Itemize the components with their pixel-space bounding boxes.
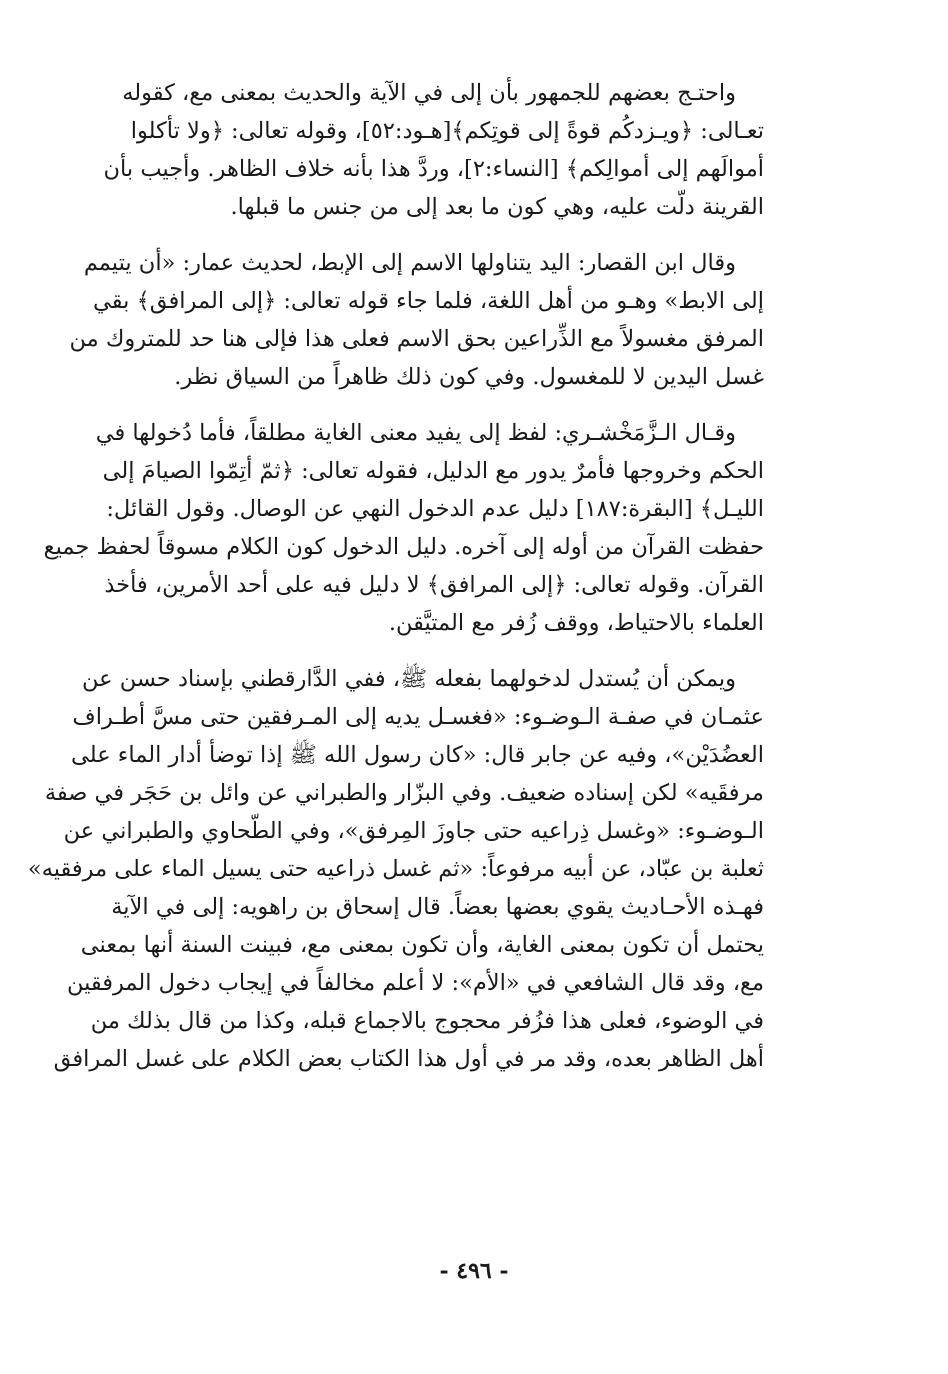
text-line: وقـال الـزَّمَخْشـري: لفظ إلى يفيد معنى الغاية مطلقاً، فأما دُخولها في	[95, 420, 736, 446]
paragraph-1	[103, 74, 764, 226]
text-line: الليـل﴾ [البقرة:١٨٧] دليل عدم الدخول النهي عن الوصال. وقول القائل:	[106, 496, 764, 522]
text-line: الحكم وخروجها فأمرٌ يدور مع الدليل، فقوله تعالى: ﴿ثمّ أتِمّوا الصيامَ إلى	[102, 458, 764, 484]
text-line: إلى الابط» وهـو من أهل اللغة، فلما جاء قوله تعالى: ﴿إلى المرافق﴾ بقي	[93, 288, 764, 314]
text-line: الـوضـوء: «وغسل ذِراعيه حتى جاوزَ المِرفق»، وفي الطّحاوي والطبراني عن	[63, 818, 764, 844]
text-line: ويمكن أن يُستدل لدخولهما بفعله ﷺ، ففي الدَّارقطني بإسناد حسن عن	[82, 666, 736, 692]
text-line: العلماء بالاحتياط، ووقف زُفر مع المتيَّقن.	[388, 610, 764, 636]
text-line: القرآن. وقوله تعالى: ﴿إلى المرافق﴾ لا دليل فيه على أحد الأمرين، فأخذ	[104, 572, 764, 598]
page-number-label: - ٤٩٦ -	[439, 1258, 509, 1284]
page-body	[27, 74, 764, 1078]
text-line: العضُدَيْن»، وفيه عن جابر قال: «كان رسول الله ﷺ إذا توضأ أدار الماء على	[71, 742, 764, 768]
text-line: غسل اليدين لا للمغسول. وفي كون ذلك ظاهراً من السياق نظر.	[174, 364, 764, 390]
text-line: ثعلبة بن عبّاد، عن أبيه مرفوعاً: «ثم غسل ذراعيه حتى يسيل الماء على مرفقيه»	[27, 856, 764, 882]
paragraph-2	[69, 244, 764, 396]
text-line: عثمـان في صفـة الـوضـوء: «فغسـل يديه إلى المـرفقين حتى مسَّ أطـراف	[72, 704, 764, 730]
text-line: واحتـج بعضهم للجمهور بأن إلى في الآية والحديث بمعنى مع، كقوله	[122, 80, 736, 106]
text-line: مع، وقد قال الشافعي في «الأم»: لا أعلم مخالفاً في إيجاب دخول المرفقين	[66, 970, 764, 996]
text-line: القرينة دلّت عليه، وهي كون ما بعد إلى من جنس ما قبلها.	[230, 194, 764, 220]
text-line: حفظت القرآن من أوله إلى آخره. دليل الدخول كون الكلام مسوقاً لحفظ جميع	[43, 534, 764, 560]
paragraph-4	[27, 660, 764, 1078]
page-number	[0, 1258, 948, 1284]
text-line: المرفق مغسولاً مع الذِّراعين بحق الاسم فعلى هذا فإلى هنا حد للمتروك من	[69, 326, 764, 352]
text-line: وقال ابن القصار: اليد يتناولها الاسم إلى الإبط، لحديث عمار: «أن يتيمم	[83, 250, 736, 276]
text-line: تعـالى: ﴿ويـزدكُم قوةً إلى قوتِكم﴾[هـود:٥٢]، وقوله تعالى: ﴿ولا تأكلوا	[130, 118, 764, 144]
text-line: في الوضوء، فعلى هذا فزُفر محجوج بالاجماع قبله، وكذا من قال بذلك من	[90, 1008, 764, 1034]
paragraph-3	[43, 414, 764, 642]
text-line: أموالَهم إلى أموالِكم﴾ [النساء:٢]، وردَّ هذا بأنه خلاف الظاهر. وأجيب بأن	[103, 156, 764, 182]
text-line: يحتمل أن تكون بمعنى الغاية، وأن تكون بمعنى مع، فبينت السنة أنها بمعنى	[80, 932, 764, 958]
text-line: مرفقَيه» لكن إسناده ضعيف. وفي البزّار والطبراني عن وائل بن حَجَر في صفة	[44, 780, 764, 806]
text-line: أهل الظاهر بعده، وقد مر في أول هذا الكتاب بعض الكلام على غسل المرافق	[53, 1046, 764, 1072]
text-line: فهـذه الأحـاديث يقوي بعضها بعضاً. قال إسحاق بن راهويه: إلى في الآية	[111, 894, 764, 920]
